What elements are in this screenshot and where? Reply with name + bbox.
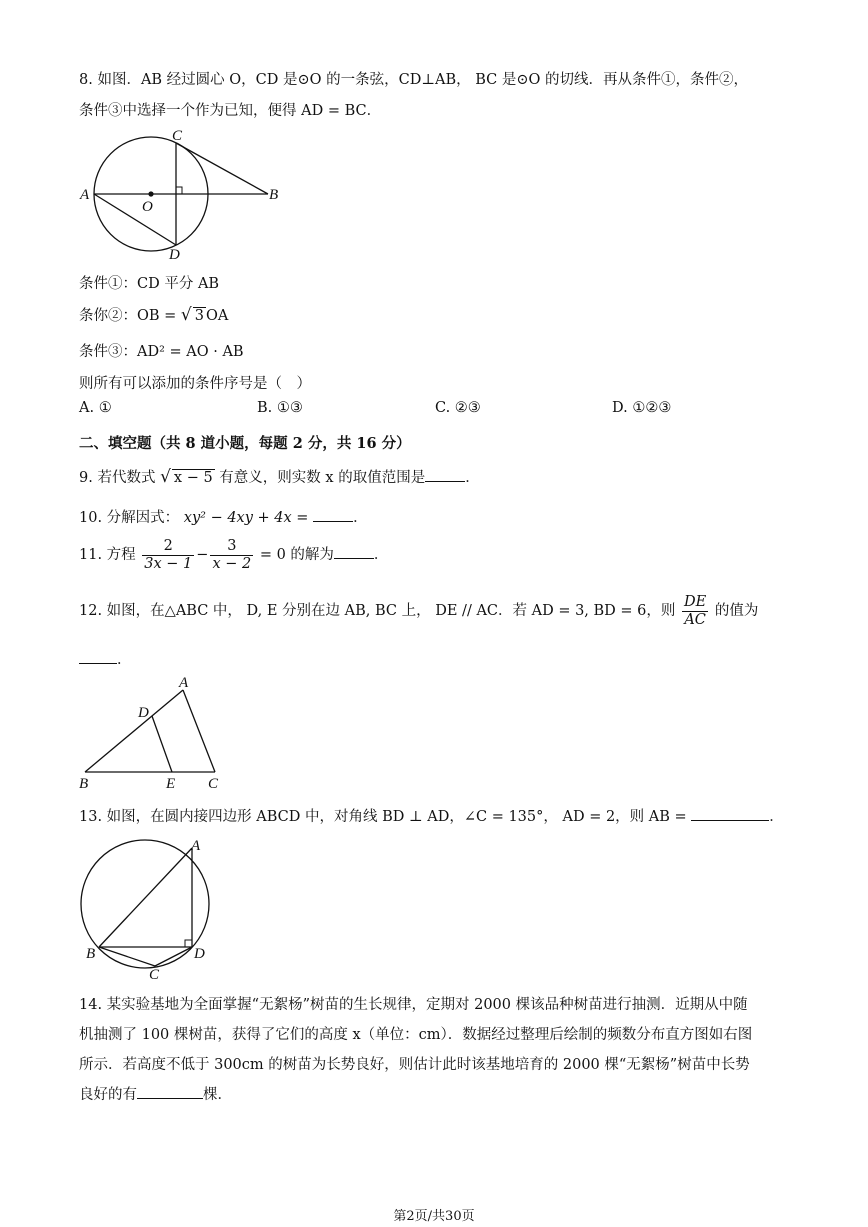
q8-condition2-prefix: 条你②：OB = [79, 308, 177, 324]
q12-fraction [682, 594, 708, 628]
q11-numerator-2: 3 [210, 538, 253, 556]
q10-answer-blank[interactable] [313, 520, 353, 522]
q13-answer-blank[interactable] [691, 819, 769, 821]
q11-answer-blank[interactable] [334, 557, 374, 559]
q11-denominator-1: 3x − 1 [144, 555, 193, 572]
q8-condition2-suffix: OA [206, 308, 229, 324]
q14-answer-blank[interactable] [137, 1097, 203, 1099]
q13-label-B: B [86, 946, 96, 962]
q10-prefix: 10. 分解因式： [79, 510, 180, 526]
q12-label-B: B [79, 776, 89, 792]
q12-answer-line: ． [79, 648, 132, 669]
q12-answer-blank[interactable] [79, 662, 117, 664]
q8-option-d[interactable]: D. ①②③ [612, 400, 672, 416]
q11-fraction-1 [142, 538, 194, 572]
sqrt-sign-icon: √ [180, 305, 192, 325]
q13-label-C: C [149, 967, 160, 982]
q8-condition3: 条件③：AD² = AO · AB [79, 344, 244, 360]
q9-prefix: 9. 若代数式 [79, 470, 156, 486]
q13: 13. 如图，在圆内接四边形 ABCD 中，对角线 BD ⊥ AD，∠C = 135°， AD = 2，则 AB = ． [79, 809, 784, 825]
q9-suffix: 有意义，则实数 x 的取值范围是 [219, 470, 426, 486]
q12-text: 12. 如图，在△ABC 中， D, E 分别在边 AB, BC 上， DE // AC．若 AD = 3, BD = 6，则 [79, 603, 676, 620]
q8-option-c[interactable]: C. ②③ [435, 400, 481, 416]
q12 [79, 594, 758, 628]
q10-expression: xy² − 4xy + 4x = [183, 510, 309, 526]
q8-condition2-radicand: 3 [194, 308, 204, 324]
q11: 11. 方程 $\frac{2}{3x - 1}$ − $\frac{3}{x - 2}$ = 0 的解为 ． [79, 538, 389, 572]
q8-condition2 [79, 304, 228, 325]
q12-numerator: DE [684, 594, 707, 610]
q8-label-B: B [269, 187, 279, 203]
q8-option-b[interactable]: B. ①③ [257, 400, 303, 416]
q9-answer-blank[interactable] [425, 480, 465, 482]
sqrt-sign-icon: √ [160, 467, 171, 487]
section-heading: 二、填空题（共 8 道小题，每题 2 分，共 16 分） [79, 435, 411, 452]
q12-label-D: D [138, 705, 149, 721]
page-footer: 第2页/共30页 [393, 1209, 475, 1224]
q8-line2: 条件③中选择一个作为已知，便得 AD = BC． [79, 103, 382, 119]
q8-label-A: A [80, 187, 90, 203]
q13-text: 13. 如图，在圆内接四边形 ABCD 中，对角线 BD ⊥ AD，∠C = 135°， AD = 2，则 AB = [79, 809, 687, 825]
q14-line4 [79, 1083, 232, 1104]
q14-line3: 所示．若高度不低于 300cm 的树苗为长势良好，则估计此时该基地培育的 2000 棵“无絮杨”树苗中长势 [79, 1057, 750, 1073]
q12-figure [75, 672, 235, 794]
q12-label-E: E [166, 776, 176, 792]
q8-question: 则所有可以添加的条件序号是（ ） [79, 376, 311, 392]
q11-prefix: 11. 方程 [79, 547, 136, 564]
q12-denominator: AC [684, 611, 706, 628]
q9: 9. 若代数式 √ x − 5 有意义，则实数 x 的取值范围是 ． [79, 467, 480, 487]
q11-denominator-2: x − 2 [212, 555, 252, 572]
q14-line4-suffix: 棵． [203, 1087, 232, 1103]
q13-figure [75, 830, 225, 982]
q8-line1: 8. 如图．AB 经过圆心 O，CD 是⊙O 的一条弦，CD⊥AB， BC 是⊙O 的切线．再从条件①，条件②， [79, 72, 749, 88]
q12-label-C: C [208, 776, 219, 792]
q8-figure [75, 125, 290, 265]
q8-option-a[interactable]: A. ① [79, 400, 112, 416]
q11-numerator-1: 2 [142, 538, 194, 556]
q8-label-D: D [169, 247, 180, 263]
q11-fraction-2 [210, 538, 253, 572]
q8-label-O: O [142, 199, 153, 215]
q8-label-C: C [172, 128, 183, 144]
q12-suffix: 的值为 [714, 603, 759, 620]
q14-line2: 机抽测了 100 棵树苗，获得了它们的高度 x（单位：cm）．数据经过整理后绘制的频数分布直方图如右图 [79, 1027, 753, 1043]
q13-label-D: D [194, 946, 205, 962]
q14-line1: 14. 某实验基地为全面掌握“无絮杨”树苗的生长规律，定期对 2000 棵该品种树苗进行抽测．近期从中随 [79, 997, 748, 1013]
q12-label-A: A [179, 675, 189, 691]
q8-condition1: 条件①：CD 平分 AB [79, 276, 220, 292]
q9-radicand: x − 5 [173, 470, 213, 486]
q10: 10. 分解因式： xy² − 4xy + 4x = ． [79, 510, 368, 526]
q13-label-A: A [191, 838, 201, 854]
q11-equation-tail: = 0 的解为 [259, 547, 334, 564]
q14-line4-prefix: 良好的有 [79, 1087, 137, 1103]
q11-minus: − [196, 547, 209, 564]
